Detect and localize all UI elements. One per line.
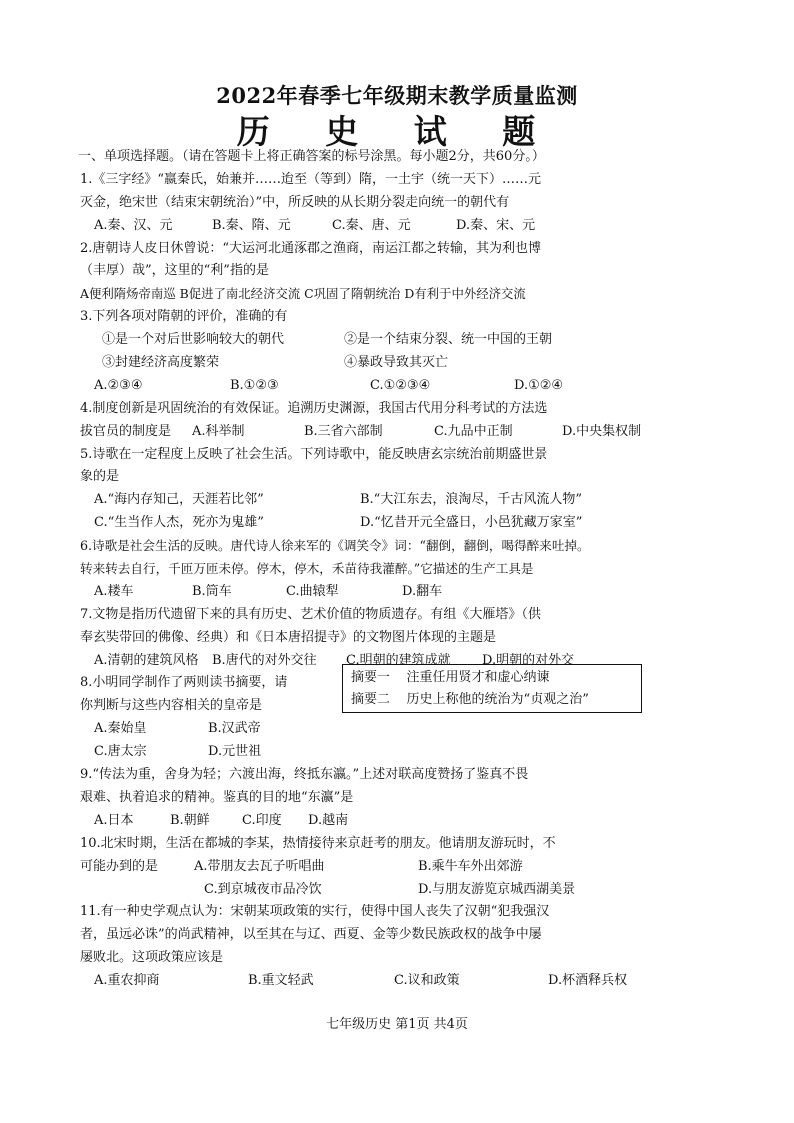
page-footer: 七年级历史 第1页 共4页 bbox=[326, 1017, 468, 1032]
q8-options-row2 bbox=[80, 741, 680, 764]
q11-stem-line3: 屡败北。这项政策应该是 bbox=[80, 950, 224, 966]
q9-option-d: D.越南 bbox=[308, 812, 349, 828]
q3-item-2: ②是一个结束分裂、统一中国的王朝 bbox=[344, 332, 553, 348]
q7-stem-line1: 7.文物是指历代遗留下来的具有历史、艺术价值的物质遗存。有组《大雁塔》（供 bbox=[80, 606, 541, 622]
q5-option-a: A.“海内存知己，天涯若比邻” bbox=[94, 492, 264, 508]
q6-option-b: B.筒车 bbox=[192, 583, 232, 599]
q1-option-a: A.秦、汉、元 bbox=[94, 217, 173, 233]
q8-summary-1 bbox=[351, 667, 633, 689]
q3-item-4: ④暴政导致其灭亡 bbox=[344, 355, 449, 371]
q1-option-b: B.秦、隋、元 bbox=[212, 217, 291, 233]
q4-stem-tail: 拔官员的制度是 bbox=[80, 423, 172, 439]
q5-option-c: C.“生当作人杰，死亦为鬼雄” bbox=[94, 515, 264, 531]
q8-summary-2-text: 历史上称他的统治为“贞观之治” bbox=[406, 692, 589, 707]
q4-option-d: D.中央集权制 bbox=[562, 423, 642, 439]
q3-items-row1 bbox=[80, 329, 680, 352]
q8-summary-1-text: 注重任用贤才和虚心纳谏 bbox=[406, 670, 550, 685]
q2-options: A便利隋炀帝南巡 B促进了南北经济交流 C巩固了隋朝统治 D有利于中外经济交流 bbox=[80, 286, 526, 302]
q4-option-b: B.三省六部制 bbox=[304, 423, 383, 439]
q1-option-d: D.秦、宋、元 bbox=[456, 217, 536, 233]
q3-stem: 3.下列各项对隋朝的评价，准确的有 bbox=[80, 309, 288, 325]
q11-stem-line1: 11.有一种史学观点认为：宋朝某项政策的实行，使得中国人丧失了汉朝“犯我强汉 bbox=[80, 904, 550, 920]
q9-stem-line2: 艰难、执着追求的精神。鉴真的目的地“东瀛”是 bbox=[80, 789, 354, 805]
q1-options bbox=[80, 215, 680, 238]
q10-stem-line2 bbox=[80, 856, 680, 879]
q7-stem-line2: 奉玄奘带回的佛像、经典）和《日本唐招提寺》的文物图片体现的主题是 bbox=[80, 629, 497, 645]
q3-item-1: ①是一个对后世影响较大的朝代 bbox=[102, 332, 285, 348]
q8-option-b: B.汉武帝 bbox=[208, 721, 261, 737]
q3-items-row2 bbox=[80, 352, 680, 375]
q6-options bbox=[80, 581, 680, 604]
q8-summary-1-label: 摘要一 bbox=[351, 670, 391, 685]
q7-option-a: A.清朝的建筑风格 bbox=[94, 652, 199, 668]
q7-option-d: D.明朝的对外交 bbox=[482, 652, 575, 668]
q7-option-b: B.唐代的对外交往 bbox=[212, 652, 317, 668]
exam-title: 2022年春季七年级期末教学质量监测 bbox=[216, 83, 578, 108]
q11-options bbox=[80, 970, 680, 993]
q5-option-d: D.“忆昔开元全盛日，小邑犹藏万家室” bbox=[360, 515, 583, 531]
q2-stem-line2: （丰厚）哉”，这里的“利”指的是 bbox=[80, 263, 269, 279]
q6-option-a: A.耧车 bbox=[94, 583, 134, 599]
q5-options-row1 bbox=[80, 489, 680, 512]
q3-option-c: C.①②③④ bbox=[370, 377, 431, 393]
q9-option-b: B.朝鲜 bbox=[170, 812, 210, 828]
q3-option-a: A.②③④ bbox=[94, 377, 143, 393]
q1-option-c: C.秦、唐、元 bbox=[332, 217, 411, 233]
exam-content bbox=[80, 146, 680, 993]
q8-summary-box bbox=[342, 664, 642, 713]
q4-stem-line2 bbox=[80, 421, 680, 444]
q1-stem-line2: 灭金，绝宋世（结束宋朝统治）”中，所反映的从长期分裂走向统一的朝代有 bbox=[80, 194, 510, 210]
q11-option-b: B.重文轻武 bbox=[248, 973, 314, 989]
q8-summary-2 bbox=[351, 689, 633, 711]
q9-option-c: C.印度 bbox=[242, 812, 282, 828]
q3-item-3: ③封建经济高度繁荣 bbox=[102, 355, 220, 371]
q8-options-row1 bbox=[80, 718, 680, 741]
q11-option-a: A.重农抑商 bbox=[94, 973, 160, 989]
q10-options-row2 bbox=[80, 879, 680, 902]
q10-option-b: B.乘牛车外出郊游 bbox=[418, 858, 523, 874]
q7-option-c: C.明朝的建筑成就 bbox=[346, 652, 451, 668]
q8-option-d: D.元世祖 bbox=[208, 744, 262, 760]
q11-option-c: C.议和政策 bbox=[394, 973, 460, 989]
q1-stem-line1: 1.《三字经》“嬴秦氏，始兼并……迨至（等到）隋，一土宇（统一天下）……元 bbox=[80, 171, 542, 187]
q6-option-d: D.翻车 bbox=[402, 583, 443, 599]
q8-option-c: C.唐太宗 bbox=[94, 744, 147, 760]
q4-option-c: C.九品中正制 bbox=[434, 423, 513, 439]
q6-stem-line1: 6.诗歌是社会生活的反映。唐代诗人徐来军的《调笑令》词：“翻倒，翻倒，喝得醉来吐掉。 bbox=[80, 538, 590, 554]
q5-stem-line2: 象的是 bbox=[80, 469, 120, 485]
q3-options bbox=[80, 375, 680, 398]
q8-summary-2-label: 摘要二 bbox=[351, 692, 391, 707]
q5-option-b: B.“大江东去，浪淘尽，千古风流人物” bbox=[360, 492, 582, 508]
q9-options bbox=[80, 810, 680, 833]
q9-stem-line1: 9.“传法为重，舍身为轻；六渡出海，终抵东瀛。”上述对联高度赞扬了鉴真不畏 bbox=[80, 767, 529, 783]
q2-stem-line1: 2.唐朝诗人皮日休曾说：“大运河北通涿郡之渔商，南运江都之转输，其为利也博 bbox=[80, 240, 542, 256]
q4-stem-line1: 4.制度创新是巩固统治的有效保证。追溯历史渊源，我国古代用分科考试的方法选 bbox=[80, 400, 548, 416]
q5-stem-line1: 5.诗歌在一定程度上反映了社会生活。下列诗歌中，能反映唐玄宗统治前期盛世景 bbox=[80, 446, 548, 462]
q11-stem-line2: 者，虽远必诛”的尚武精神，以至其在与辽、西夏、金等少数民族政权的战争中屡 bbox=[80, 927, 542, 943]
q10-stem-tail: 可能办到的是 bbox=[80, 858, 159, 874]
q9-option-a: A.日本 bbox=[94, 812, 134, 828]
q10-option-c: C.到京城夜市品冷饮 bbox=[204, 881, 322, 897]
subject-title: 历 史 试 题 bbox=[236, 112, 558, 151]
q3-option-d: D.①②④ bbox=[514, 377, 564, 393]
q8-stem-line2: 你判断与这些内容相关的皇帝是 bbox=[80, 698, 263, 714]
q4-option-a: A.科举制 bbox=[192, 423, 245, 439]
q5-options-row2 bbox=[80, 512, 680, 535]
q8-option-a: A.秦始皇 bbox=[94, 721, 147, 737]
q10-option-a: A.带朋友去瓦子听唱曲 bbox=[194, 858, 325, 874]
section-heading: 一、单项选择题。（请在答题卡上将正确答案的标号涂黑。每小题2分，共60分。） bbox=[78, 149, 545, 164]
q11-option-d: D.杯酒释兵权 bbox=[548, 973, 628, 989]
q10-stem-line1: 10.北宋时期，生活在都城的李某，热情接待来京赶考的朋友。他请朋友游玩时，不 bbox=[80, 835, 556, 851]
q8-stem-line1: 8.小明同学制作了两则读书摘要，请 bbox=[80, 675, 288, 691]
q6-option-c: C.曲辕犁 bbox=[286, 583, 339, 599]
q6-stem-line2: 转来转去自行，千匝万匝未停。停木，停木，禾苗待我灌醉。”它描述的生产工具是 bbox=[80, 561, 534, 577]
q10-option-d: D.与朋友游览京城西湖美景 bbox=[418, 881, 576, 897]
q3-option-b: B.①②③ bbox=[230, 377, 279, 393]
